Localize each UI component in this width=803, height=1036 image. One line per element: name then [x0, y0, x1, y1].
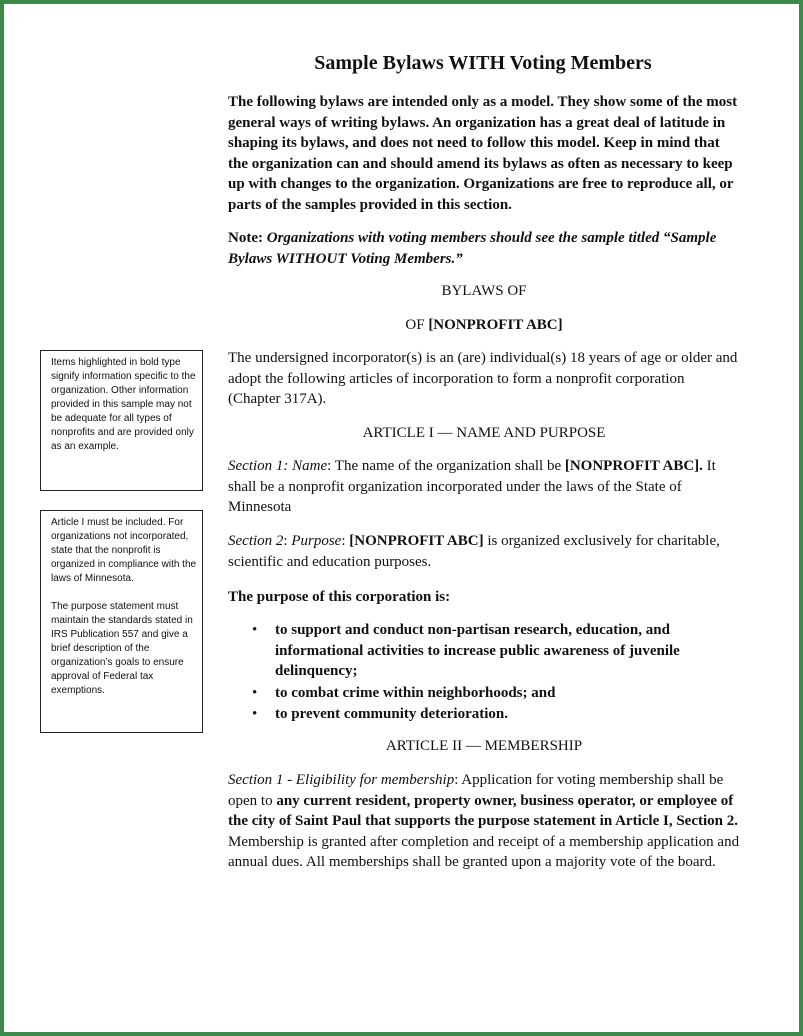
note-label: Note:: [228, 230, 263, 246]
bullet-icon: •: [252, 684, 258, 701]
membership-text2: Membership is granted after completion and receipt of a membership application and annual dues. All memberships shall be granted upon a majority vote of the board.: [228, 833, 740, 870]
membership-section1: [228, 770, 740, 873]
incorporators-paragraph: The undersigned incorporator(s) is an (are) individual(s) 18 years of age or older and adopt the following articles of incorporation to form a nonprofit corporation (Chapter 317A).: [228, 350, 738, 407]
membership-bold1: any current resident, property owner, business operator, or employee of the city of Saint Paul that supports the purpose statement in Article I, Section 2.: [228, 792, 738, 829]
bullet-icon: •: [252, 622, 258, 638]
sidebar-note-article1-p1: Article I must be included. For organizations not incorporated, state that the nonprofit is organized in compliance with the laws of Minnesota.: [51, 517, 197, 584]
section2-label2: Purpose: [291, 533, 342, 549]
section1-org: [NONPROFIT ABC].: [564, 458, 703, 474]
section2-label: Section 2: [228, 533, 284, 549]
section1-text-before: : The name of the organization shall be: [327, 458, 565, 474]
section2-text-after: is organized exclusively for charitable, scientific and education purposes.: [228, 533, 720, 570]
section2-colon2: :: [341, 533, 350, 549]
sidebar-note-article1: [40, 510, 203, 733]
bylaws-heading: BYLAWS OF: [441, 283, 527, 299]
section1-text-after: It shall be a nonprofit organization incorporated under the laws of the State of Minnesota: [228, 458, 716, 515]
note-text: Organizations with voting members should see the sample titled “Sample Bylaws WITHOUT Voting Members.”: [228, 230, 717, 267]
section1-name: [228, 456, 740, 518]
article1-heading: ARTICLE I — NAME AND PURPOSE: [362, 425, 606, 441]
purpose-heading: The purpose of this corporation is:: [228, 589, 451, 605]
list-item: [228, 683, 740, 704]
membership-label: Section 1 - Eligibility for membership: [228, 772, 455, 788]
section1-label: Section 1: Name: [228, 458, 328, 474]
section2-org: [NONPROFIT ABC]: [349, 533, 484, 549]
sidebar-note-spacer: [51, 586, 197, 600]
purpose-item-text: to combat crime within neighborhoods; and: [275, 684, 556, 701]
list-item: [228, 704, 740, 725]
purpose-list: [228, 620, 740, 726]
bullet-icon: •: [252, 706, 258, 722]
section2-colon: :: [283, 533, 292, 549]
section2-purpose: [228, 531, 740, 572]
article2-heading: ARTICLE II — MEMBERSHIP: [385, 738, 583, 754]
membership-text1: : Application for voting membership shall be open to: [228, 772, 724, 809]
purpose-item-text: to prevent community deterioration.: [275, 706, 509, 722]
org-heading-name: [NONPROFIT ABC]: [428, 317, 563, 333]
document-title: Sample Bylaws WITH Voting Members: [314, 52, 652, 74]
sidebar-note-article1-p2: The purpose statement must maintain the standards stated in IRS Publication 557 and give a brief description of the organization’s goals to ensure approval of Federal tax exemptions.: [51, 601, 193, 696]
note-paragraph: [228, 228, 740, 269]
purpose-item-text: to support and conduct non-partisan research, education, and informational activities to increase public awareness of juvenile delinquency;: [275, 622, 680, 679]
org-heading: [228, 315, 740, 336]
intro-paragraph: The following bylaws are intended only as a model. They show some of the most general ways of writing bylaws. An organization has a great deal of latitude in shaping its bylaws, and does not need to follow this model. Keep in mind that the organization can and should amend its bylaws as often as necessary to keep up with changes to the organization. Organizations are free to reproduce all, or parts of the samples provided in this section.: [228, 94, 738, 213]
sidebar-note-bold-items: Items highlighted in bold type signify information specific to the organization. Other information provided in this sample may not be adequate for all types of nonprofits and are provided only as an example.: [40, 350, 203, 491]
org-heading-of: OF: [405, 317, 425, 333]
list-item: [228, 620, 740, 682]
